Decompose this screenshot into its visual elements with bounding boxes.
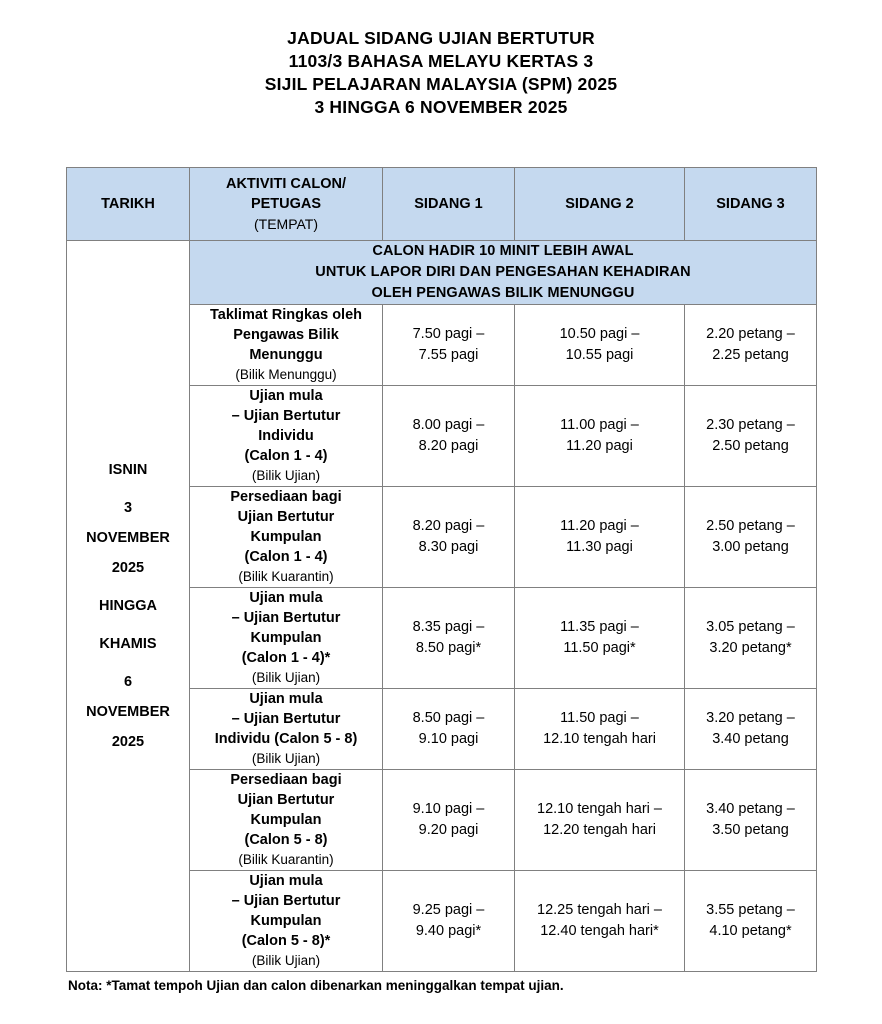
sidang-3-cell [685, 770, 817, 871]
sidang-2-cell-line-2: 10.55 pagi [565, 347, 634, 363]
sidang-1-cell-line-1: 9.10 pagi – [412, 801, 485, 817]
sidang-3-cell-line-1: 2.30 petang – [706, 417, 795, 433]
schedule-table-container [66, 119, 816, 972]
table-banner-row [67, 241, 817, 305]
date-end-year: 2025 [111, 734, 145, 750]
activity-line-1: Persediaan bagi [230, 772, 342, 788]
sidang-1-cell-line-2: 9.20 pagi [418, 822, 479, 838]
activity-cell [190, 871, 383, 972]
activity-place: (Bilik Ujian) [251, 468, 321, 483]
sidang-1-cell [383, 871, 515, 972]
sidang-2-cell [515, 386, 685, 487]
activity-line-4: (Calon 1 - 4) [244, 448, 328, 464]
sidang-1-cell-line-2: 8.50 pagi* [415, 640, 482, 656]
sidang-2-cell [515, 487, 685, 588]
activity-line-2: Ujian Bertutur [237, 509, 335, 525]
date-day-start: ISNIN [108, 462, 148, 478]
sidang-2-cell-line-1: 11.35 pagi – [560, 619, 639, 635]
activity-line-1: Taklimat Ringkas oleh [209, 307, 363, 323]
sidang-1-cell-line-1: 8.50 pagi – [412, 710, 485, 726]
activity-place: (Bilik Ujian) [251, 751, 321, 766]
header-sidang-3: SIDANG 3 [685, 168, 817, 241]
title-line-2: 1103/3 BAHASA MELAYU KERTAS 3 [288, 51, 594, 71]
activity-line-3: Menunggu [249, 347, 323, 363]
date-end-day-number: 6 [123, 674, 133, 690]
sidang-1-cell-line-1: 7.50 pagi – [412, 326, 485, 342]
activity-place: (Bilik Kuarantin) [238, 569, 334, 584]
sidang-3-cell-line-2: 3.00 petang [712, 539, 789, 555]
sidang-2-cell [515, 770, 685, 871]
activity-place: (Bilik Ujian) [251, 953, 321, 968]
activity-line-3: Kumpulan [250, 529, 322, 545]
activity-line-1: Persediaan bagi [230, 489, 342, 505]
activity-line-3: Kumpulan [250, 630, 322, 646]
activity-cell [190, 588, 383, 689]
sidang-3-cell [685, 689, 817, 770]
activity-line-2: – Ujian Bertutur [231, 408, 341, 424]
sidang-2-cell-line-1: 11.00 pagi – [560, 417, 639, 433]
table-header-row [67, 168, 817, 241]
sidang-2-cell-line-1: 11.50 pagi – [560, 710, 639, 726]
sidang-1-cell-line-1: 8.00 pagi – [412, 417, 485, 433]
activity-line-3: Individu [258, 428, 314, 444]
banner-line-3: OLEH PENGAWAS BILIK MENUNGGU [371, 285, 635, 301]
sidang-3-cell-line-1: 3.05 petang – [706, 619, 795, 635]
header-sidang-2: SIDANG 2 [515, 168, 685, 241]
sidang-1-cell-line-2: 8.20 pagi [418, 438, 479, 454]
sidang-2-cell-line-1: 12.25 tengah hari – [537, 902, 662, 918]
activity-line-4: (Calon 1 - 4)* [241, 650, 331, 666]
sidang-3-cell-line-2: 3.40 petang [712, 731, 789, 747]
sidang-3-cell [685, 305, 817, 386]
sidang-2-cell [515, 689, 685, 770]
sidang-3-cell-line-2: 4.10 petang* [709, 923, 792, 939]
sidang-3-cell-line-1: 3.40 petang – [706, 801, 795, 817]
sidang-2-cell-line-1: 11.20 pagi – [560, 518, 639, 534]
date-start-month: NOVEMBER [86, 530, 170, 546]
date-start-year: 2025 [111, 560, 145, 576]
banner-line-1: CALON HADIR 10 MINIT LEBIH AWAL [372, 243, 634, 259]
header-aktiviti-line2: PETUGAS [250, 196, 322, 212]
sidang-3-cell-line-2: 3.50 petang [712, 822, 789, 838]
footnote: Nota: *Tamat tempoh Ujian dan calon dibenarkan meninggalkan tempat ujian. [68, 978, 564, 993]
sidang-3-cell-line-1: 3.55 petang – [706, 902, 795, 918]
activity-line-2: Ujian Bertutur [237, 792, 335, 808]
activity-line-2: – Ujian Bertutur [231, 610, 341, 626]
header-aktiviti-sub: (TEMPAT) [253, 216, 319, 232]
activity-line-2: – Ujian Bertutur [231, 711, 341, 727]
sidang-2-cell-line-2: 12.40 tengah hari* [540, 923, 659, 939]
activity-line-4: (Calon 1 - 4) [244, 549, 328, 565]
sidang-1-cell-line-1: 8.20 pagi – [412, 518, 485, 534]
sidang-2-cell-line-1: 10.50 pagi – [559, 326, 640, 342]
activity-place: (Bilik Kuarantin) [238, 852, 334, 867]
sidang-1-cell [383, 386, 515, 487]
page-title [0, 0, 882, 119]
sidang-1-cell-line-2: 7.55 pagi [418, 347, 479, 363]
sidang-3-cell-line-1: 2.50 petang – [706, 518, 795, 534]
header-aktiviti [190, 168, 383, 241]
sidang-2-cell-line-2: 11.20 pagi [566, 438, 633, 454]
sidang-2-cell-line-2: 11.50 pagi* [563, 640, 636, 656]
date-start-day-number: 3 [123, 500, 133, 516]
date-end-month: NOVEMBER [86, 704, 170, 720]
sidang-3-cell-line-2: 3.20 petang* [709, 640, 792, 656]
activity-line-1: Ujian mula [249, 873, 323, 889]
title-line-3: SIJIL PELAJARAN MALAYSIA (SPM) 2025 [264, 74, 618, 94]
activity-cell [190, 770, 383, 871]
schedule-table [66, 167, 817, 972]
activity-line-3: Kumpulan [250, 913, 322, 929]
header-sidang-1: SIDANG 1 [383, 168, 515, 241]
sidang-1-cell-line-2: 9.10 pagi [418, 731, 479, 747]
date-day-end: KHAMIS [99, 636, 157, 652]
sidang-2-cell [515, 305, 685, 386]
sidang-3-cell-line-1: 2.20 petang – [706, 326, 795, 342]
sidang-3-cell [685, 871, 817, 972]
activity-line-2: Pengawas Bilik [233, 327, 339, 343]
sidang-1-cell [383, 689, 515, 770]
sidang-1-cell [383, 770, 515, 871]
activity-line-2: – Ujian Bertutur [231, 893, 341, 909]
activity-line-3: Kumpulan [250, 812, 322, 828]
header-aktiviti-line1: AKTIVITI CALON/ [225, 176, 347, 192]
sidang-3-cell [685, 487, 817, 588]
activity-cell [190, 386, 383, 487]
sidang-2-cell-line-2: 12.10 tengah hari [543, 731, 656, 747]
sidang-2-cell [515, 871, 685, 972]
activity-line-1: Ujian mula [249, 590, 323, 606]
sidang-1-cell-line-1: 8.35 pagi – [412, 619, 485, 635]
sidang-1-cell-line-2: 8.30 pagi [418, 539, 479, 555]
date-range-cell [67, 241, 190, 972]
sidang-1-cell [383, 487, 515, 588]
sidang-2-cell [515, 588, 685, 689]
sidang-1-cell-line-2: 9.40 pagi* [415, 923, 482, 939]
activity-place: (Bilik Ujian) [251, 670, 321, 685]
sidang-3-cell-line-2: 2.50 petang [712, 438, 789, 454]
activity-line-4: (Calon 5 - 8)* [241, 933, 331, 949]
activity-line-1: Ujian mula [249, 388, 323, 404]
attendance-banner [190, 241, 817, 305]
banner-line-2: UNTUK LAPOR DIRI DAN PENGESAHAN KEHADIRAN [315, 264, 691, 280]
sidang-3-cell-line-1: 3.20 petang – [706, 710, 795, 726]
sidang-2-cell-line-2: 12.20 tengah hari [543, 822, 656, 838]
activity-place: (Bilik Menunggu) [235, 367, 337, 382]
sidang-1-cell [383, 588, 515, 689]
date-separator-word: HINGGA [99, 598, 157, 614]
header-tarikh: TARIKH [67, 168, 190, 241]
activity-cell [190, 689, 383, 770]
title-line-1: JADUAL SIDANG UJIAN BERTUTUR [287, 28, 595, 48]
sidang-3-cell-line-2: 2.25 petang [712, 347, 789, 363]
sidang-3-cell [685, 386, 817, 487]
sidang-1-cell-line-1: 9.25 pagi – [412, 902, 485, 918]
activity-line-3: Individu (Calon 5 - 8) [214, 731, 358, 747]
title-line-4: 3 HINGGA 6 NOVEMBER 2025 [314, 97, 568, 117]
sidang-2-cell-line-1: 12.10 tengah hari – [537, 801, 662, 817]
sidang-1-cell [383, 305, 515, 386]
activity-cell [190, 305, 383, 386]
activity-line-1: Ujian mula [249, 691, 323, 707]
sidang-2-cell-line-2: 11.30 pagi [566, 539, 633, 555]
activity-line-4: (Calon 5 - 8) [244, 832, 328, 848]
activity-cell [190, 487, 383, 588]
sidang-3-cell [685, 588, 817, 689]
